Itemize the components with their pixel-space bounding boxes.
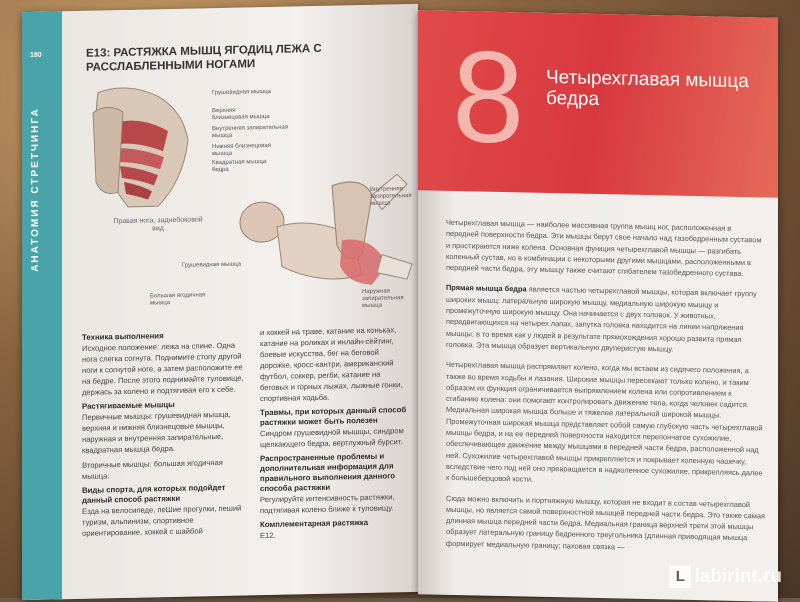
complementary-text: E12.	[260, 530, 276, 541]
injuries-heading: Травмы, при которых данный способ растяжки может быть полезен	[260, 405, 407, 428]
technique-heading: Техника выполнения	[82, 331, 164, 342]
paragraph-2-text: является частью четырехглавой мышцы, которая включает группу широких мышц: латеральную широкую мышцу, медиальную широкую мышцу и промежуточную широкую мышцу. Она начинается с двух головок. У животных, передвигающихся на четырех лапах, запутка головка находится на линии напряжения мышцы, в то время как у людей в результате прямохождения хорошо развита прямая головка. Эта мышца образует вертикальную двуперистую мышцу.	[446, 285, 757, 354]
label-superior-gemellus: Верхняя близнецовая мышца	[212, 107, 270, 122]
secondary-muscles-text: Вторичные мышцы: большая ягодичная мышца.	[82, 457, 223, 481]
label-inferior-gemellus: Нижняя близнецовая мышца	[212, 142, 272, 158]
section-title: АНАТОМИЯ СТРЕТЧИНГА	[30, 107, 41, 272]
chapter-header-band	[418, 10, 778, 198]
sports-text-continued: и хоккей на траве, катание на коньках, катание на роликах и инлайн-сёйтинг, боевые искусства, бег на беговой дорожке, кросс-кантри, американский футбол, соккер, регби, катание на беговых и горных лыжах, лыжные гонки, спортивная ходьба.	[260, 325, 403, 404]
labirint-logo-icon: L	[669, 566, 691, 588]
paragraph-1: Четырехглавая мышца — наиболее массивная группа мышц ног, расположенная в передней поверхности бедра. Эти мышцы берут свое начало над тазобедренным суставом и простираются ниже колена. Основная функция четырехглавой мышцы — разгибать коленный сустав, но в комбинации с некоторыми другими мышцами, расположенными в передней части бедра, эту мышцу также считают сгибателем тазобедренного сустава.	[446, 217, 762, 279]
illustration-caption: Правая нога, заднебоковой вид	[113, 216, 203, 233]
chapter-body	[446, 217, 766, 565]
label-internal-obturator-2: Внутренняя запирательная мышца	[370, 186, 412, 207]
label-gluteus-maximus: Большая ягодичная мышца	[150, 292, 206, 307]
stretched-muscles-heading: Растягиваемые мышцы	[82, 399, 175, 411]
injuries-text: Синдром грушевидной мышцы, синдром щелкающего бедра, вертлужный бурсит.	[260, 426, 404, 450]
chapter-title: Четырехглавая мышца бедра	[546, 66, 749, 111]
watermark	[669, 566, 782, 588]
complementary-heading: Комплементарная растяжка	[260, 517, 369, 530]
stretched-muscles-text: Первичные мышцы: грушевидная мышца, верхняя и нижняя близнецовые мышцы, наружная и внутренняя запирательные, квадратная мышца бедра.	[82, 409, 231, 455]
right-page	[418, 10, 778, 602]
section-strip	[22, 11, 62, 600]
left-page	[22, 4, 418, 600]
label-piriformis: Грушевидная мышца	[212, 88, 271, 97]
page-number: 180	[30, 51, 42, 59]
label-quadratus-femoris: Квадратная мышца бедра	[212, 159, 267, 174]
watermark-text: labirint.ru	[694, 566, 782, 587]
exercise-title: E13: РАСТЯЖКА МЫШЦ ЯГОДИЦ ЛЕЖА С РАССЛАБЛЕННЫМИ НОГАМИ	[86, 42, 322, 74]
sports-heading: Виды спорта, для которых подойдет данный способ растяжки	[82, 482, 226, 505]
label-piriformis-2: Грушевидная мышца	[182, 261, 241, 269]
hip-muscles-illustration	[88, 80, 208, 213]
text-column-left	[82, 325, 252, 543]
text-column-right	[260, 324, 410, 545]
technique-text: Исходное положение: лежа на спине. Одна нога слегка согнута. Поднимите стопу другой ноги к согнутой ноге, а затем расположите ее на бедре. После этого поднимайте туловище, держась за колено и подтягивая его к себе.	[82, 340, 244, 397]
paragraph-2	[446, 282, 766, 356]
stretch-figure-illustration	[222, 164, 418, 298]
paragraph-4: Сюда можно включить и портняжную мышцу, которая не входит в состав четырехглавой мышцы, но является самой поверхностной мышцей передней части бедра. Это также самая длинная мышца передней части бедра. Медиальная граница верхней трети этой мышцы образует латеральную границу бедренного треугольника (длинная приводящая мышца формирует медиальную границу; паховая связка —	[446, 493, 765, 552]
label-internal-obturator: Внутренняя запирательная мышца	[212, 124, 289, 140]
label-external-obturator: Наружная запирательная мышца	[362, 288, 404, 310]
paragraph-3: Четырехглавая мышца распрямляет колено, когда мы встаем из сидячего положения, а также во время ходьбы и лазания. Широкие мышцы пересекают только колено, и таким образом их функция ограничивается выпрямлением колена или сопротивлением к сгибанию колена: они помогают контролировать движение тела, когда человек садится. Медиальная широкая мышца больше и тяжелее латеральной широкой мышцы. Промежуточная широкая мышца представляет собой самую глубокую часть четырехглавой мышцы бедра, и на ее передней поверхности находится перепончатое сухожилие, обеспечивающее движение между мышцами в передней части бедра, расположенной над ней. Сухожилие четырехглавой мышцы прикрепляется и покрывает коленную чашечку, вследствие чего под ней оно превращается в надколенное сухожилие, прикрепляясь далее к большеберцовой кости.	[446, 360, 763, 484]
chapter-number: 8	[452, 22, 525, 171]
paragraph-2-lead: Прямая мышца бедра	[446, 283, 527, 294]
problems-heading: Распространенные проблемы и дополнительная информация для правильного выполнения данного способа растяжки	[260, 451, 396, 494]
problems-text: Регулируйте интенсивность растяжки, подтягивая колено ближе к туловищу.	[260, 492, 395, 516]
sports-text: Езда на велосипеде, пеШие прогулки, пеший туризм, альпинизм, спортивное ориентирование, хоккей с шайбой	[82, 503, 242, 538]
